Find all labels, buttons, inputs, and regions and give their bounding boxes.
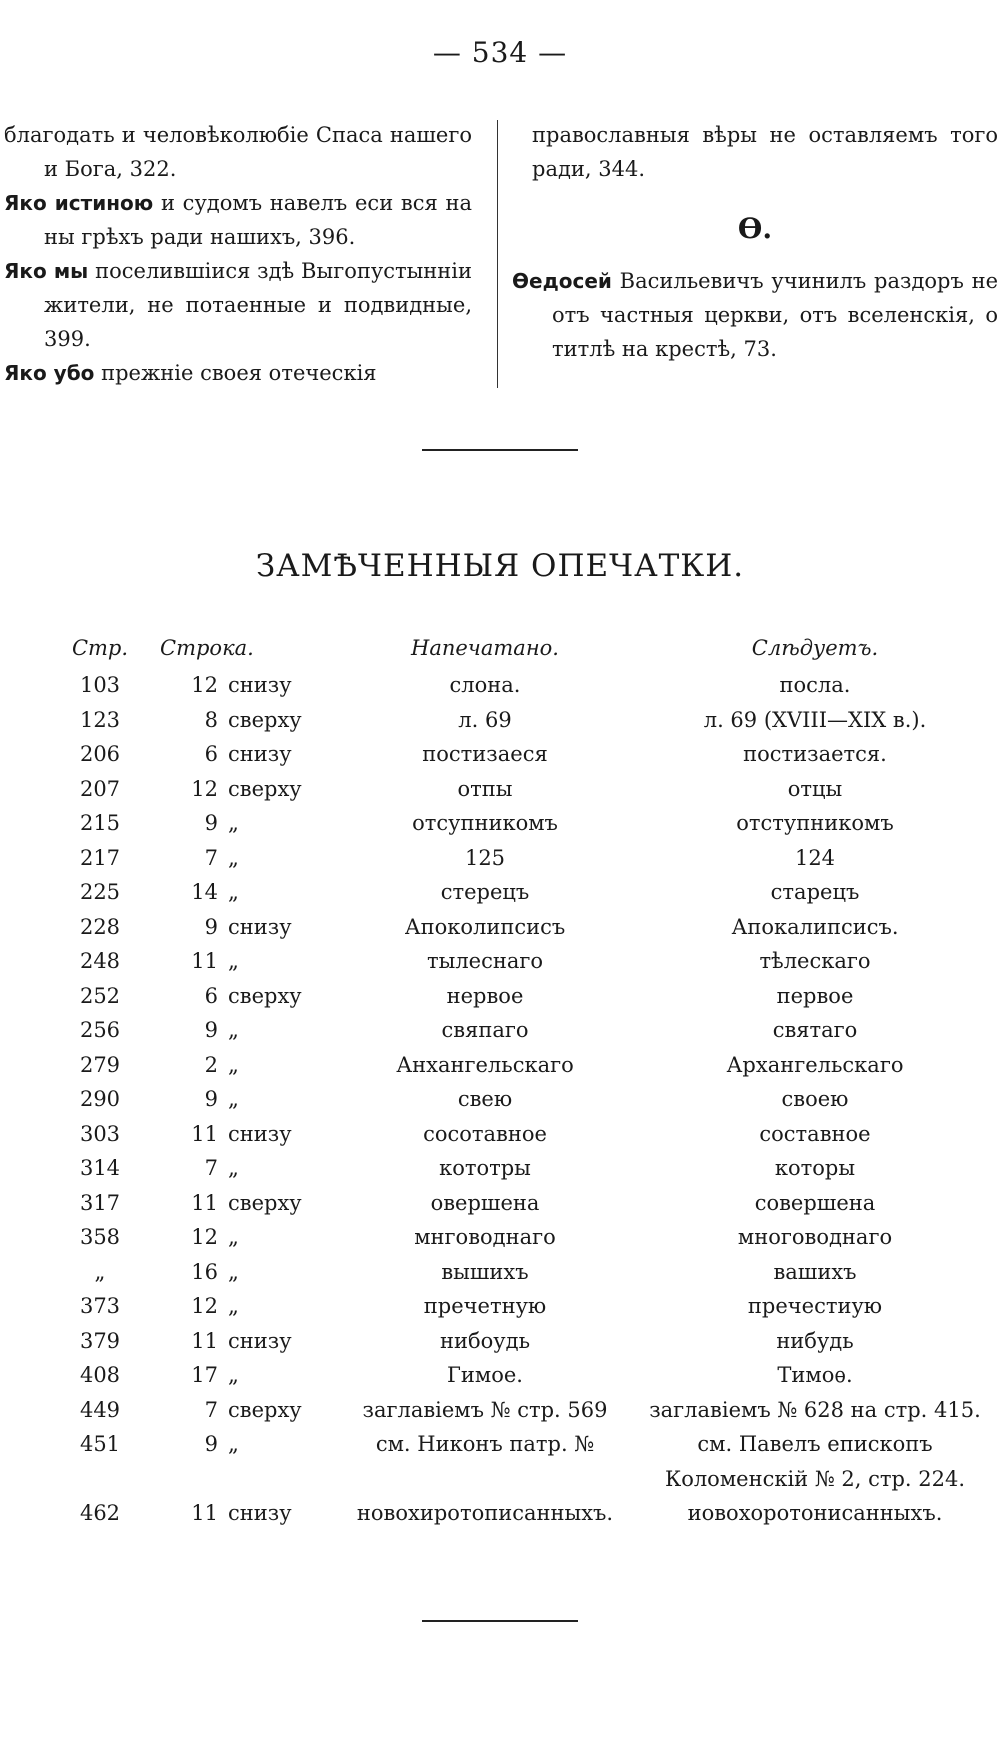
cell-line-number: 7 — [204, 845, 218, 870]
index-entry-continuation: православныя вѣры не оставляемъ того ради, 344. — [532, 123, 998, 181]
cell-line — [160, 703, 330, 738]
cell-should-be: Архангельскаго — [726, 1052, 904, 1077]
cell-line-number: 6 — [204, 742, 218, 766]
cell-line-direction: „ — [228, 1225, 239, 1249]
cell-line-number: 9 — [204, 1432, 218, 1456]
cell-page: 252 — [79, 983, 121, 1008]
cell-line-direction: сверху — [228, 707, 302, 732]
cell-line-number: 8 — [204, 707, 218, 732]
cell-line-direction: снизу — [228, 914, 292, 939]
errata-header-row — [40, 628, 990, 668]
index-right-column — [512, 118, 998, 366]
cell-printed: Апоколипсисъ — [404, 914, 566, 939]
table-row — [40, 1048, 990, 1083]
cell-line — [160, 1324, 330, 1359]
cell-should-be: см. Павелъ епископъ Коломенскій № 2, стр. 224. — [664, 1432, 966, 1491]
cell-line — [160, 1048, 330, 1083]
table-row — [40, 806, 990, 841]
index-entry-keyword: Яко истиною — [4, 191, 154, 215]
cell-line-number: 12 — [191, 1225, 218, 1249]
cell-line — [160, 1255, 330, 1290]
cell-line-number: 14 — [191, 880, 218, 904]
cell-line — [160, 1117, 330, 1152]
cell-should-be: л. 69 (XVIII—XIX в.). — [703, 707, 927, 732]
cell-line — [160, 1082, 330, 1117]
cell-page: 303 — [79, 1121, 121, 1146]
cell-printed: слона. — [449, 673, 521, 697]
cell-line-direction: сверху — [228, 1190, 302, 1215]
index-entry-keyword: Яко убо — [4, 361, 95, 385]
cell-line — [160, 1013, 330, 1048]
index-entry-text: поселившіися здѣ Выгопустынніи жители, не потаенные и подвидные, 399. — [44, 259, 472, 351]
cell-line-direction: „ — [228, 845, 239, 870]
cell-line-number: 7 — [204, 1156, 218, 1180]
cell-printed: тылеснаго — [426, 949, 544, 973]
cell-should-be: постизается. — [743, 742, 887, 766]
table-row — [40, 1427, 990, 1496]
cell-line — [160, 1358, 330, 1393]
cell-printed: см. Никонъ патр. № — [375, 1432, 595, 1456]
cell-printed: вышихъ — [441, 1259, 529, 1284]
index-entry — [4, 254, 472, 356]
cell-printed: мнговоднаго — [414, 1225, 556, 1249]
cell-line-number: 11 — [191, 1501, 218, 1525]
cell-page: 279 — [79, 1052, 121, 1077]
table-row — [40, 737, 990, 772]
cell-printed: кототры — [439, 1156, 531, 1180]
errata-title: ЗАМѢЧЕННЫЯ ОПЕЧАТКИ. — [255, 548, 745, 584]
cell-should-be: заглавіемъ № 628 на стр. 415. — [649, 1397, 981, 1422]
cell-printed: пречетную — [423, 1294, 547, 1318]
cell-line-direction: „ — [228, 1363, 239, 1387]
header-line: Строка. — [160, 636, 254, 660]
cell-page: 449 — [79, 1397, 121, 1422]
cell-page: 206 — [79, 742, 121, 766]
index-left-column — [4, 118, 472, 390]
table-row — [40, 910, 990, 945]
cell-printed: овершена — [430, 1190, 540, 1215]
cell-printed: Анхангельскаго — [396, 1052, 574, 1077]
cell-line — [160, 1427, 330, 1496]
table-row — [40, 1117, 990, 1152]
cell-line-number: 9 — [204, 914, 218, 939]
cell-printed: новохиротописанныхъ. — [356, 1501, 614, 1525]
table-row — [40, 841, 990, 876]
cell-printed: нервое — [446, 983, 524, 1008]
cell-line — [160, 1151, 330, 1186]
cell-line-number: 11 — [191, 1121, 218, 1146]
cell-line-number: 11 — [191, 949, 218, 973]
cell-line-number: 12 — [191, 673, 218, 697]
cell-line-direction: „ — [228, 811, 239, 835]
cell-page: 123 — [79, 707, 121, 732]
cell-line — [160, 1186, 330, 1221]
cell-line — [160, 772, 330, 807]
cell-page: 373 — [79, 1294, 121, 1318]
cell-page: 290 — [79, 1087, 121, 1111]
cell-line-direction: „ — [228, 1052, 239, 1077]
column-divider — [497, 120, 498, 388]
cell-printed: свяпаго — [441, 1018, 529, 1042]
table-row — [40, 875, 990, 910]
cell-should-be: составное — [759, 1121, 871, 1146]
cell-should-be: первое — [776, 983, 854, 1008]
cell-line — [160, 1496, 330, 1531]
cell-line-direction: „ — [228, 1294, 239, 1318]
index-entry-keyword: Ѳедосей — [512, 269, 612, 293]
cell-page: 225 — [79, 880, 121, 904]
cell-page: 228 — [79, 914, 121, 939]
cell-line-direction: сверху — [228, 1397, 302, 1422]
table-row — [40, 944, 990, 979]
table-row — [40, 979, 990, 1014]
cell-line — [160, 979, 330, 1014]
cell-should-be: 124 — [794, 845, 836, 870]
end-divider — [422, 1620, 578, 1622]
cell-page: 207 — [79, 776, 121, 801]
cell-line-number: 17 — [191, 1363, 218, 1387]
table-row — [40, 1151, 990, 1186]
cell-line-direction: „ — [228, 1432, 239, 1456]
cell-line-direction: сверху — [228, 776, 302, 801]
cell-should-be: иовохоротонисанныхъ. — [687, 1501, 943, 1525]
table-row — [40, 1186, 990, 1221]
cell-line — [160, 841, 330, 876]
cell-line-number: 11 — [191, 1190, 218, 1215]
table-row — [40, 1358, 990, 1393]
cell-page: „ — [94, 1259, 106, 1284]
cell-line-number: 12 — [191, 1294, 218, 1318]
table-row — [40, 1324, 990, 1359]
cell-line-direction: снизу — [228, 1501, 292, 1525]
page-number: — 534 — — [432, 36, 568, 69]
index-entry — [4, 186, 472, 254]
cell-line-direction: снизу — [228, 1328, 292, 1353]
cell-line — [160, 875, 330, 910]
cell-printed: л. 69 — [458, 707, 512, 732]
table-row — [40, 668, 990, 703]
cell-line-direction: снизу — [228, 1121, 292, 1146]
index-entry — [4, 118, 472, 186]
cell-line-number: 6 — [204, 983, 218, 1008]
cell-printed: сосотавное — [423, 1121, 547, 1146]
cell-line-direction: „ — [228, 949, 239, 973]
header-should-be: Слѣдуетъ. — [751, 636, 879, 660]
cell-page: 248 — [79, 949, 121, 973]
cell-printed: 125 — [464, 845, 506, 870]
cell-should-be: своею — [781, 1087, 849, 1111]
table-row — [40, 772, 990, 807]
header-page: Стр. — [71, 636, 129, 660]
cell-page: 217 — [79, 845, 121, 870]
index-entry — [512, 264, 998, 366]
cell-page: 317 — [79, 1190, 121, 1215]
cell-line-number: 9 — [204, 1018, 218, 1042]
errata-body — [40, 668, 990, 1531]
cell-line — [160, 1289, 330, 1324]
errata-table — [40, 628, 990, 1531]
table-row — [40, 1289, 990, 1324]
cell-should-be: вашихъ — [773, 1259, 857, 1284]
index-letter-heading: Ѳ. — [737, 212, 773, 245]
index-entry-text: Васильевичъ учинилъ раздоръ не отъ частныя церкви, отъ вселенскія, о титлѣ на крестѣ, 73. — [552, 269, 998, 361]
cell-should-be: многоводнаго — [737, 1225, 893, 1249]
cell-page: 358 — [79, 1225, 121, 1249]
cell-line-direction: сверху — [228, 983, 302, 1008]
cell-page: 103 — [79, 673, 121, 697]
table-row — [40, 703, 990, 738]
table-row — [40, 1220, 990, 1255]
cell-should-be: Тимоѳ. — [777, 1363, 853, 1387]
cell-printed: отсупникомъ — [412, 811, 558, 835]
cell-line-direction: „ — [228, 1259, 239, 1284]
cell-line-number: 2 — [204, 1052, 218, 1077]
cell-line — [160, 910, 330, 945]
index-entry-text: и судомъ навелъ еси вся на ны грѣхъ ради нашихъ, 396. — [44, 191, 473, 249]
table-row — [40, 1013, 990, 1048]
cell-line — [160, 1393, 330, 1428]
table-row — [40, 1393, 990, 1428]
cell-line — [160, 806, 330, 841]
table-row — [40, 1496, 990, 1531]
cell-line-number: 9 — [204, 811, 218, 835]
cell-line-direction: „ — [228, 1156, 239, 1180]
cell-line-number: 16 — [191, 1259, 218, 1284]
cell-printed: Гимое. — [447, 1363, 523, 1387]
cell-line-number: 11 — [191, 1328, 218, 1353]
cell-page: 379 — [79, 1328, 121, 1353]
cell-line-direction: „ — [228, 1087, 239, 1111]
cell-printed: стерецъ — [440, 880, 530, 904]
cell-should-be: совершена — [754, 1190, 876, 1215]
cell-should-be: старецъ — [770, 880, 860, 904]
cell-line-direction: „ — [228, 880, 239, 904]
cell-should-be: которы — [774, 1156, 856, 1180]
cell-line-direction: снизу — [228, 673, 292, 697]
cell-should-be: пречестиую — [747, 1294, 883, 1318]
cell-line — [160, 737, 330, 772]
cell-should-be: посла. — [779, 673, 851, 697]
cell-line — [160, 668, 330, 703]
cell-line-number: 12 — [191, 776, 218, 801]
cell-line — [160, 944, 330, 979]
cell-page: 462 — [79, 1501, 121, 1525]
cell-should-be: Апокалипсисъ. — [731, 914, 899, 939]
index-entry — [4, 356, 472, 390]
index-columns — [0, 118, 1000, 398]
cell-should-be: отступникомъ — [736, 811, 894, 835]
cell-printed: нибоудь — [440, 1328, 530, 1353]
cell-printed: постизаеся — [422, 742, 548, 766]
index-entry-text: благодать и человѣколюбіе Спаса нашего и Бога, 322. — [4, 123, 472, 181]
section-divider — [422, 449, 578, 451]
cell-page: 408 — [79, 1363, 121, 1387]
cell-should-be: отцы — [787, 776, 843, 801]
cell-page: 451 — [79, 1432, 121, 1456]
cell-page: 215 — [79, 811, 121, 835]
cell-printed: заглавіемъ № стр. 569 — [362, 1397, 608, 1422]
cell-should-be: нибудь — [776, 1328, 854, 1353]
cell-line-direction: „ — [228, 1018, 239, 1042]
cell-line — [160, 1220, 330, 1255]
index-entry-text: прежніе своея отеческія — [94, 361, 377, 385]
cell-page: 256 — [79, 1018, 121, 1042]
cell-page: 314 — [79, 1156, 121, 1180]
cell-line-direction: снизу — [228, 742, 292, 766]
header-printed: Напечатано. — [411, 636, 559, 660]
cell-printed: отпы — [457, 776, 513, 801]
cell-should-be: святаго — [772, 1018, 858, 1042]
table-row — [40, 1082, 990, 1117]
index-entry-keyword: Яко мы — [4, 259, 89, 283]
cell-should-be: тѣлескаго — [759, 949, 871, 973]
cell-line-number: 7 — [204, 1397, 218, 1422]
cell-line-number: 9 — [204, 1087, 218, 1111]
cell-printed: свею — [457, 1087, 513, 1111]
table-row — [40, 1255, 990, 1290]
